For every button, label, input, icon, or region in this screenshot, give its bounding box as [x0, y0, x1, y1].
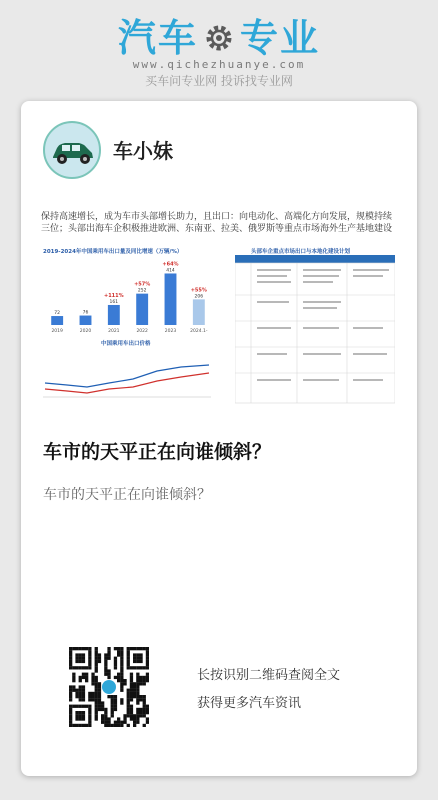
qr-code[interactable]	[69, 647, 149, 727]
x-tick-label: 2020	[79, 329, 92, 334]
bar-2023	[165, 273, 177, 325]
export-bar-chart	[43, 255, 213, 335]
table-title: 头部车企重点市场出口与本地化建设计划	[251, 249, 351, 255]
article-summary: 车市的天平正在向谁倾斜？	[43, 487, 211, 503]
share-card	[21, 101, 417, 776]
gear-icon	[204, 23, 234, 53]
qr-hint-line2: 获得更多汽车资讯	[197, 696, 302, 711]
chart-title: 2019-2024年中国乘用车出口量及同比增速（万辆/%）	[43, 249, 183, 255]
growth-label: +64%	[162, 261, 179, 268]
x-tick-label: 2022	[136, 329, 148, 334]
image-caption-text: 保持高速增长，成为车市头部增长助力，且出口：向电动化、高端化方向发展，规模持续三位；头部出海车企积极推进欧洲、东南亚、拉美、俄罗斯等重点市场海外生产基地建设	[41, 212, 393, 234]
logo-text-right: 专业	[240, 16, 321, 60]
bar-value-label: 206	[194, 294, 204, 300]
growth-label: +55%	[190, 287, 207, 294]
bar-2024.1-	[193, 299, 205, 325]
bar-2020	[80, 316, 92, 325]
site-tagline: 买车问专业网 投诉找专业网	[145, 74, 293, 88]
price-line-chart	[41, 347, 213, 403]
brand-logo[interactable]	[0, 16, 438, 60]
growth-label: +57%	[134, 281, 151, 288]
bar-value-label: 414	[166, 268, 175, 274]
bar-2021	[108, 305, 120, 325]
x-tick-label: 2023	[164, 329, 177, 334]
bar-2022	[136, 294, 148, 325]
price-chart-title: 中国乘用车出口价格	[101, 341, 151, 347]
site-domain: www.qichezhuanye.com	[132, 58, 306, 71]
qr-hint-line1: 长按识别二维码查阅全文	[197, 668, 341, 683]
bar-value-label: 252	[137, 288, 147, 294]
bar-value-label: 161	[109, 299, 119, 305]
plan-table-graphic	[235, 255, 395, 404]
bar-value-label: 76	[82, 310, 89, 316]
x-tick-label: 2019	[51, 329, 63, 334]
x-tick-label: 2024.1-	[190, 329, 208, 334]
article-image[interactable]	[41, 211, 397, 404]
x-tick-label: 2021	[108, 329, 120, 334]
article-title[interactable]: 车市的天平正在向谁倾斜？	[43, 441, 272, 463]
brand-header	[0, 0, 438, 100]
growth-label: +111%	[104, 292, 124, 299]
avatar[interactable]	[43, 121, 101, 179]
logo-text-left: 汽车	[117, 16, 198, 60]
qr-logo-icon	[102, 680, 116, 694]
bar-2019	[51, 316, 63, 325]
bar-value-label: 72	[54, 311, 61, 317]
author-name: 车小妹	[113, 139, 173, 163]
car-avatar-icon	[45, 123, 99, 177]
